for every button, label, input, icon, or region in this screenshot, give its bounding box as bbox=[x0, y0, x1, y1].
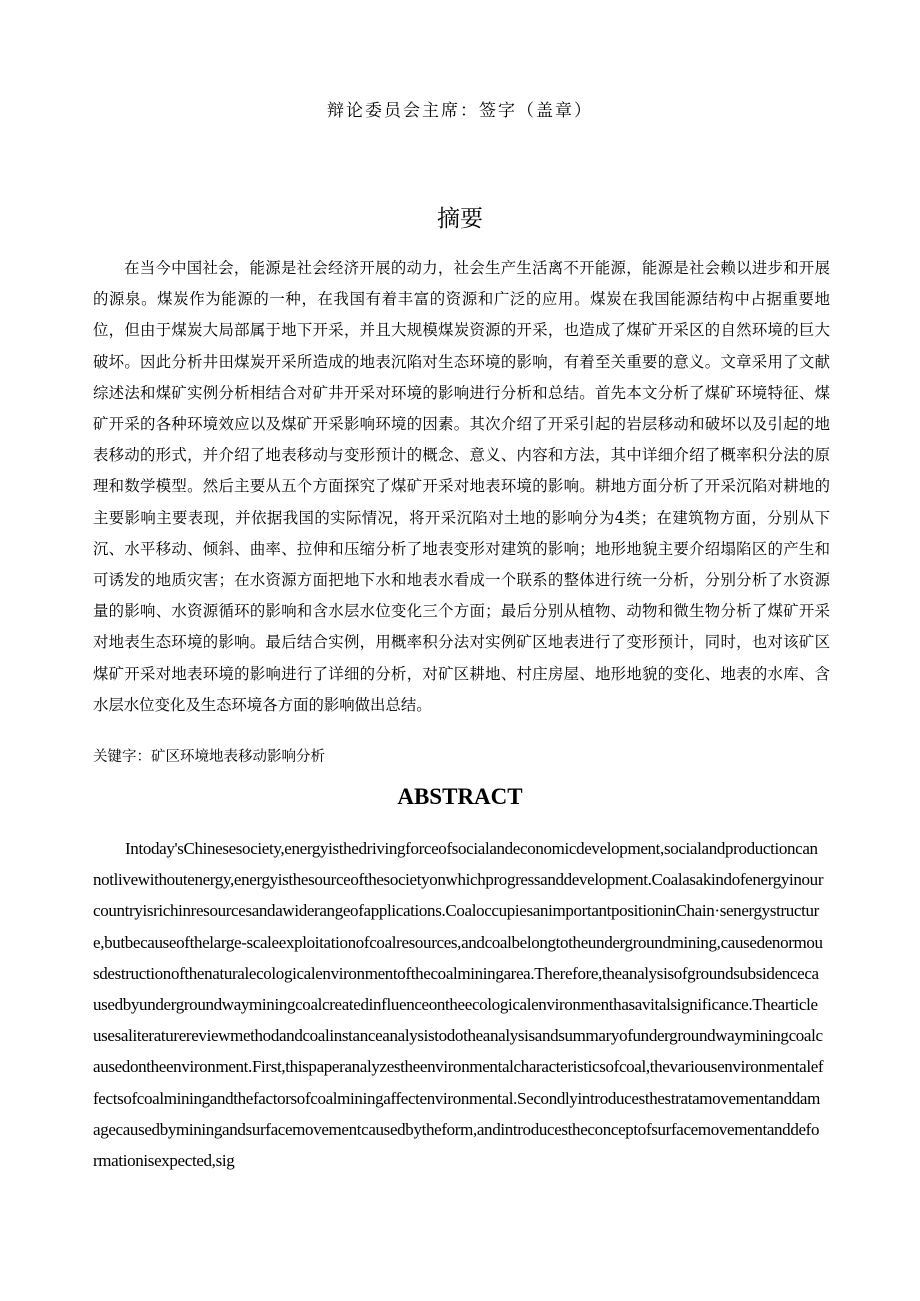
english-abstract-title: ABSTRACT bbox=[397, 784, 523, 809]
committee-chair-signature-line: 辩论委员会主席：签字（盖章） bbox=[327, 101, 593, 121]
chinese-keywords: 关键字：矿区环境地表移动影响分析 bbox=[93, 749, 325, 765]
chinese-abstract-title: 摘要 bbox=[437, 206, 483, 232]
english-abstract-body: Intoday'sChinesesociety,energyisthedrivingforceofsocialandeconomicdevelopment,socialandproductioncannotlivewithoutenergy,energyisthesourceofthesocietyonwhichprogressanddevelopment.Coalasakindofenergyinourcountryisrichinresourcesandawiderangeofapplications.CoaloccupiesanimportantpositioninChain·senergystructure,butbecauseofthelarge-scaleexploitationofcoalresources,andcoalbelongtotheundergroundmining,causedenormousdestructionofthenaturalecologicalenvironmentofthecoalminingarea.Therefore,theanalysisofgroundsubsidencecausedbyundergroundwayminingcoalcreatedinfluenceontheecologicalenvironmenthasavitalsignificance.Thearticleusesaliteraturereviewmethodandcoalinstanceanalysistodotheanalysisandsummaryofundergroundwayminingcoalcausedontheenvironment.First,thispaperanalyzestheenvironmentalcharacteristicsofcoal,thevariousenvironmentaleffectsofcoalminingandthefactorsofcoalminingaffectenvironmental.Secondlyintroducesthestratamovementanddamagecausedbyminingandsurfacemovementcausedbytheform,andintroducestheconceptofsurfacemovementanddeformationisexpected,sig bbox=[93, 839, 824, 1171]
chinese-abstract-body: 在当今中国社会，能源是社会经济开展的动力，社会生产生活离不开能源，能源是社会赖以进步和开展的源泉。煤炭作为能源的一种，在我国有着丰富的资源和广泛的应用。煤炭在我国能源结构中占据重要地位，但由于煤炭大局部属于地下开采，并且大规模煤炭资源的开采，也造成了煤矿开采区的自然环境的巨大破坏。因此分析井田煤炭开采所造成的地表沉陷对生态环境的影响，有着至关重要的意义。文章采用了文献综述法和煤矿实例分析相结合对矿井开采对环境的影响进行分析和总结。首先本文分析了煤矿环境特征、煤矿开采的各种环境效应以及煤矿开采影响环境的因素。其次介绍了开采引起的岩层移动和破坏以及引起的地表移动的形式，并介绍了地表移动与变形预计的概念、意义、内容和方法，其中详细介绍了概率积分法的原理和数学模型。然后主要从五个方面探究了煤矿开采对地表环境的影响。耕地方面分析了开采沉陷对耕地的主要影响主要表现，并依据我国的实际情况，将开采沉陷对土地的影响分为4类；在建筑物方面，分别从下沉、水平移动、倾斜、曲率、拉伸和压缩分析了地表变形对建筑的影响；地形地貌主要介绍塌陷区的产生和可诱发的地质灾害；在水资源方面把地下水和地表水看成一个联系的整体进行统一分析，分别分析了水资源量的影响、水资源循环的影响和含水层水位变化三个方面；最后分别从植物、动物和微生物分析了煤矿开采对地表生态环境的影响。最后结合实例，用概率积分法对实例矿区地表进行了变形预计，同时，也对该矿区煤矿开采对地表环境的影响进行了详细的分析，对矿区耕地、村庄房屋、地形地貌的变化、地表的水库、含水层水位变化及生态环境各方面的影响做出总结。 bbox=[93, 259, 830, 714]
